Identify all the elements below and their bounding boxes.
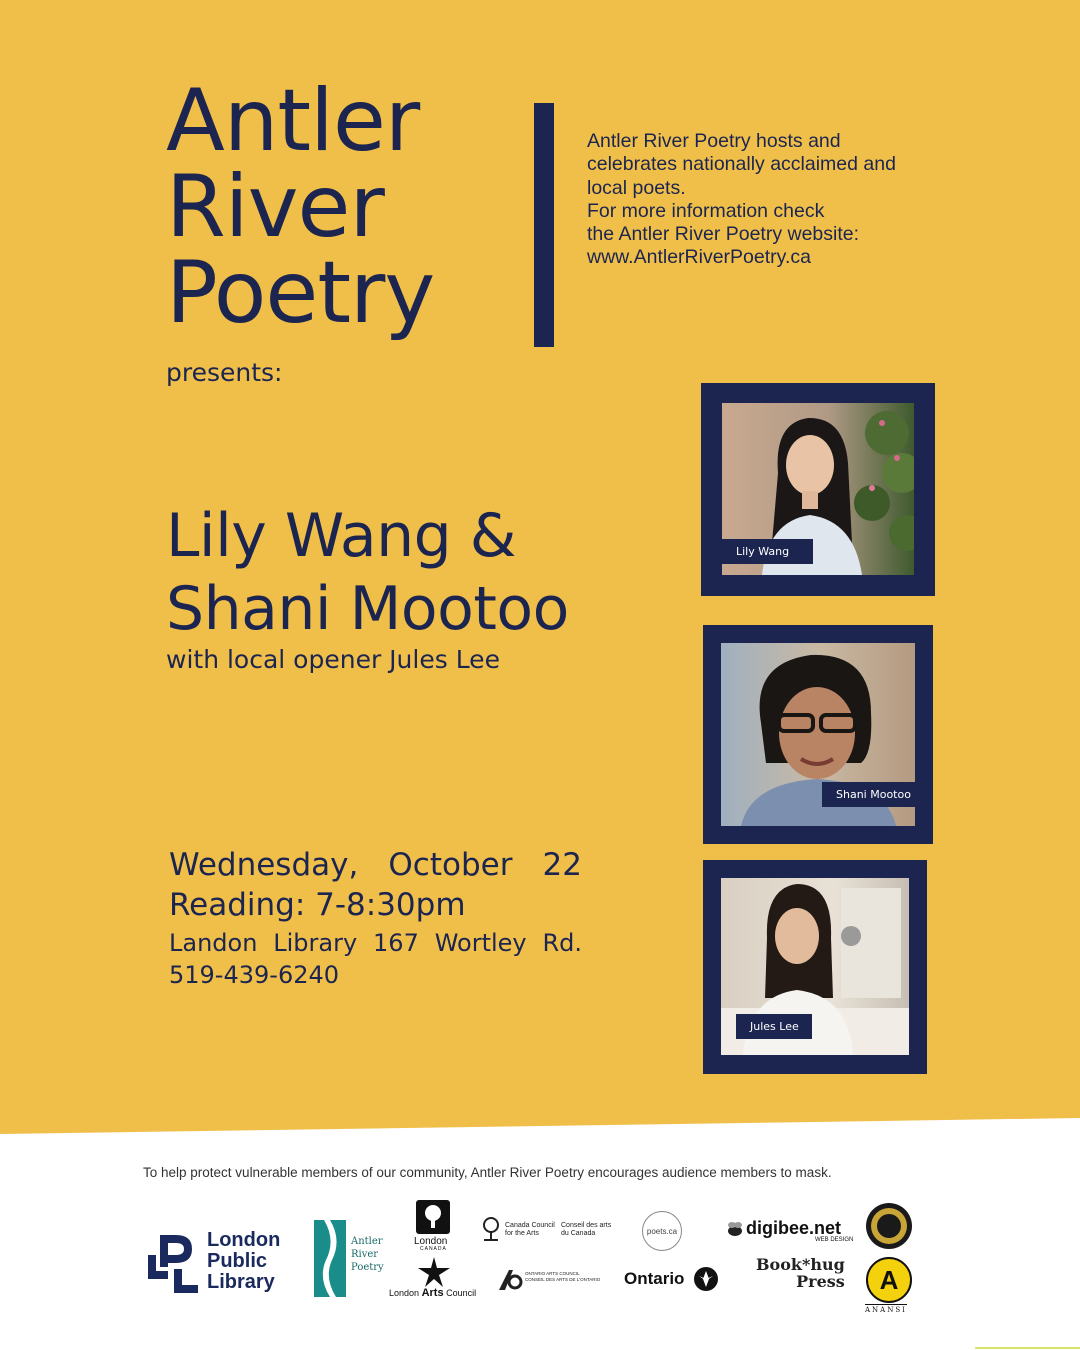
caption-jules-lee: Jules Lee [736, 1014, 812, 1039]
ccfa-fr-line: Conseil des arts [561, 1222, 612, 1229]
lac-prefix: London [389, 1288, 420, 1298]
event-date [169, 845, 582, 885]
title-line-1: Antler [166, 71, 420, 171]
caption-shani-mootoo: Shani Mootoo [822, 782, 915, 807]
headliner-line-1: Lily Wang & [166, 501, 517, 571]
event-month: October [388, 847, 513, 883]
ccfa-en-line: Canada Council [505, 1222, 555, 1229]
about-line-3: local poets. [587, 176, 686, 199]
london-public-library-text [207, 1230, 280, 1293]
anansi-logo: A [866, 1257, 912, 1303]
antler-river-poetry-logo-text [351, 1235, 384, 1274]
ontario-logo-text: Ontario [624, 1269, 685, 1288]
city-of-london-subtext: CANADA [420, 1246, 447, 1252]
lpl-word: Public [207, 1250, 268, 1272]
ontario-arts-council-text [525, 1271, 600, 1283]
london-arts-council-star-icon [418, 1257, 450, 1291]
lpl-word: London [207, 1229, 281, 1251]
london-arts-council-text [389, 1287, 476, 1299]
antler-river-poetry-logo [314, 1220, 346, 1301]
arp-word: Poetry [351, 1262, 384, 1273]
gordon-hill-press-seal [865, 1202, 913, 1254]
arp-word: River [351, 1249, 379, 1260]
headliner-line-2: Shani Mootoo [166, 574, 569, 644]
accent-line [975, 1347, 1080, 1349]
city-of-london-text: London [414, 1236, 448, 1247]
london-public-library-logo [146, 1233, 202, 1299]
venue-word: Wortley [434, 929, 527, 957]
ontario-arts-council-icon [497, 1268, 523, 1296]
caption-lily-wang: Lily Wang [722, 539, 813, 564]
bookhug-line: Book*hug [756, 1255, 845, 1274]
event-date-number: 22 [542, 847, 582, 883]
title-line-2: River [166, 157, 384, 257]
event-day: Wednesday, [169, 847, 359, 883]
bookhug-press-logo [756, 1256, 845, 1290]
lac-bold: Arts [421, 1287, 444, 1299]
venue-word: Rd. [542, 929, 582, 957]
opener-line: with local opener Jules Lee [166, 645, 500, 674]
ccfa-fr-line: du Canada [561, 1230, 596, 1237]
headliners [166, 500, 569, 646]
title-line-3: Poetry [166, 243, 435, 343]
poets-ca-logo: poets.ca [642, 1211, 682, 1251]
vertical-divider [534, 103, 554, 347]
about-line-5: the Antler River Poetry website: [587, 223, 860, 246]
canada-council-tree-icon [480, 1217, 502, 1247]
digibee-logo-text: digibee.net [746, 1218, 842, 1238]
mask-notice: To help protect vulnerable members of our community, Antler River Poetry encourages audience members to mask. [143, 1165, 832, 1180]
about-line-1: Antler River Poetry hosts and [587, 130, 841, 152]
bookhug-line: Press [796, 1272, 845, 1291]
about-line-4: For more information check [587, 199, 825, 222]
event-venue [169, 927, 582, 959]
digibee-subtext: WEB DESIGN [815, 1237, 854, 1243]
city-of-london-logo [416, 1200, 450, 1238]
presents-label: presents: [166, 358, 283, 387]
ontario-trillium-icon [694, 1267, 718, 1295]
about-line-2: celebrates nationally acclaimed and [587, 153, 896, 176]
lpl-word: Library [207, 1271, 275, 1293]
venue-word: Landon [169, 929, 258, 957]
event-phone: 519-439-6240 [169, 961, 340, 989]
about-text [587, 130, 947, 270]
event-series-title [166, 71, 435, 343]
venue-word: Library [273, 929, 358, 957]
arp-word: Antler [351, 1236, 383, 1247]
canada-council-en [505, 1222, 555, 1238]
event-details [169, 845, 582, 991]
anansi-text: ANANSI [865, 1306, 907, 1314]
event-time: Reading: 7-8:30pm [169, 887, 466, 923]
lac-suffix: Council [446, 1288, 477, 1298]
oac-line: ONTARIO ARTS COUNCIL [525, 1271, 580, 1276]
bee-icon [725, 1220, 745, 1242]
website-link[interactable]: www.AntlerRiverPoetry.ca [587, 246, 811, 269]
oac-line: CONSEIL DES ARTS DE L'ONTARIO [525, 1277, 601, 1282]
venue-word: 167 [373, 929, 419, 957]
ccfa-en-line: for the Arts [505, 1230, 539, 1237]
canada-council-fr [561, 1222, 611, 1238]
